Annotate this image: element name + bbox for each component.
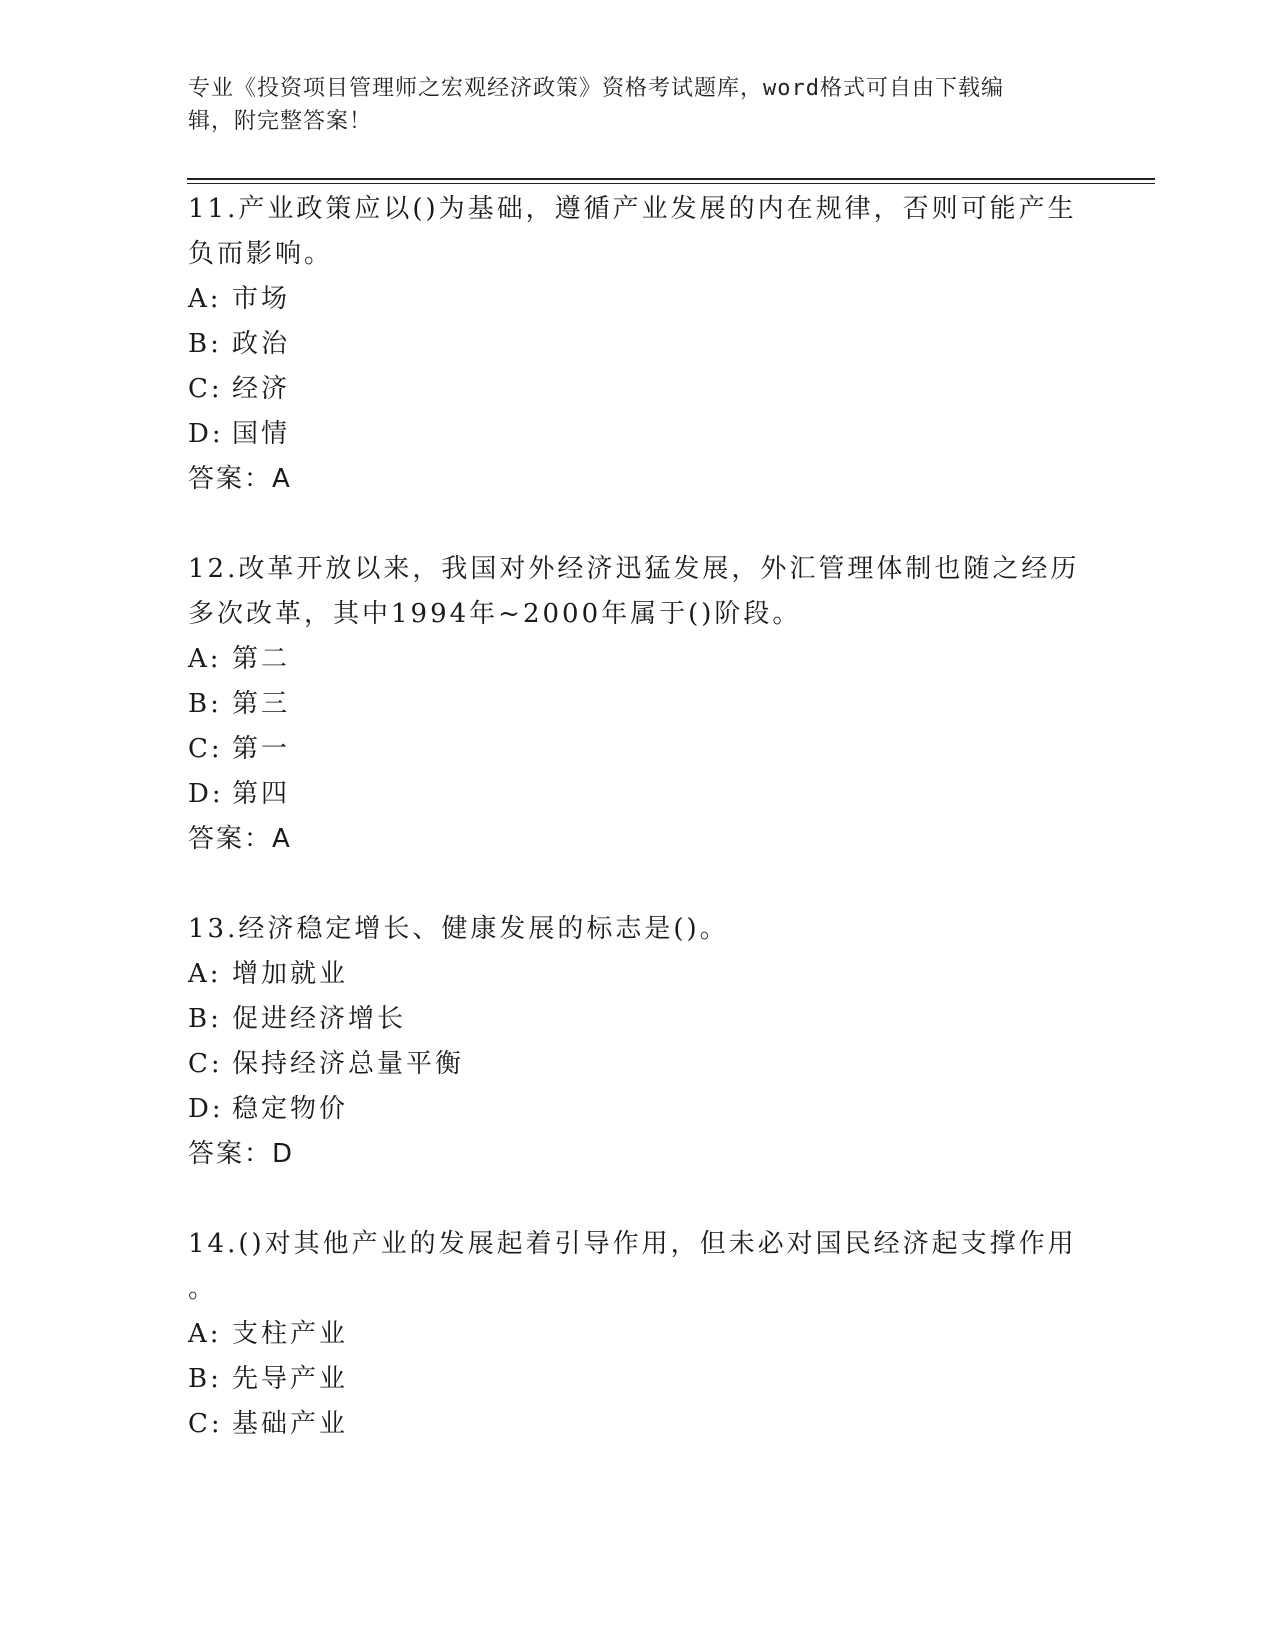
option-text: 国情 bbox=[232, 419, 291, 449]
option-letter: A: bbox=[188, 284, 222, 314]
option-letter: C: bbox=[188, 1049, 223, 1079]
option-letter: D: bbox=[188, 419, 224, 449]
header-divider-thick bbox=[187, 178, 1155, 180]
header-line-2: 辑，附完整答案！ bbox=[188, 109, 373, 134]
option-text: 稳定物价 bbox=[232, 1094, 349, 1124]
option-b bbox=[188, 682, 1088, 727]
option-text: 政治 bbox=[232, 329, 291, 359]
answer-line: 答案：A bbox=[188, 824, 292, 854]
option-text: 第一 bbox=[232, 734, 291, 764]
option-letter: A: bbox=[188, 959, 222, 989]
question-stem-line: 11.产业政策应以()为基础，遵循产业发展的内在规律，否则可能产生 bbox=[188, 194, 1077, 224]
option-text: 第三 bbox=[232, 689, 291, 719]
question-stem-line: 13.经济稳定增长、健康发展的标志是()。 bbox=[188, 914, 729, 944]
option-text: 支柱产业 bbox=[232, 1319, 349, 1349]
option-letter: B: bbox=[188, 1004, 222, 1034]
option-c bbox=[188, 367, 1088, 412]
option-letter: A: bbox=[188, 1319, 222, 1349]
question-stem-line: 负而影响。 bbox=[188, 239, 334, 269]
option-d bbox=[188, 412, 1088, 457]
option-d bbox=[188, 772, 1088, 817]
option-text: 促进经济增长 bbox=[232, 1004, 407, 1034]
option-text: 市场 bbox=[232, 284, 291, 314]
option-text: 基础产业 bbox=[232, 1409, 349, 1439]
option-text: 增加就业 bbox=[232, 959, 349, 989]
answer-line: 答案：A bbox=[188, 464, 292, 494]
option-text: 经济 bbox=[232, 374, 291, 404]
question-11 bbox=[188, 187, 1088, 502]
option-letter: C: bbox=[188, 734, 223, 764]
option-b bbox=[188, 322, 1088, 367]
option-b bbox=[188, 1357, 1088, 1402]
document-header bbox=[188, 72, 1068, 138]
answer-line: 答案：D bbox=[188, 1139, 295, 1169]
question-14 bbox=[188, 1222, 1088, 1447]
question-stem-line: 多次改革，其中1994年~2000年属于()阶段。 bbox=[188, 599, 802, 629]
option-letter: B: bbox=[188, 1364, 222, 1394]
option-c bbox=[188, 727, 1088, 772]
option-letter: B: bbox=[188, 329, 222, 359]
option-a bbox=[188, 277, 1088, 322]
option-letter: C: bbox=[188, 1409, 223, 1439]
option-b bbox=[188, 997, 1088, 1042]
option-d bbox=[188, 1087, 1088, 1132]
option-letter: B: bbox=[188, 689, 222, 719]
option-letter: D: bbox=[188, 1094, 224, 1124]
option-a bbox=[188, 637, 1088, 682]
question-stem-line: 。 bbox=[188, 1274, 218, 1304]
option-letter: A: bbox=[188, 644, 222, 674]
option-a bbox=[188, 1312, 1088, 1357]
option-text: 保持经济总量平衡 bbox=[232, 1049, 465, 1079]
question-stem-line: 12.改革开放以来，我国对外经济迅猛发展，外汇管理体制也随之经历 bbox=[188, 554, 1080, 584]
option-c bbox=[188, 1042, 1088, 1087]
question-12 bbox=[188, 547, 1088, 862]
option-text: 第二 bbox=[232, 644, 291, 674]
option-text: 先导产业 bbox=[232, 1364, 349, 1394]
option-c bbox=[188, 1402, 1088, 1447]
question-13 bbox=[188, 907, 1088, 1177]
option-letter: C: bbox=[188, 374, 223, 404]
option-letter: D: bbox=[188, 779, 224, 809]
question-stem-line: 14.()对其他产业的发展起着引导作用，但未必对国民经济起支撑作用 bbox=[188, 1229, 1077, 1259]
header-line-1: 专业《投资项目管理师之宏观经济政策》资格考试题库，word格式可自由下载编 bbox=[188, 76, 1004, 101]
option-text: 第四 bbox=[232, 779, 291, 809]
option-a bbox=[188, 952, 1088, 997]
header-divider-thin bbox=[187, 183, 1155, 184]
